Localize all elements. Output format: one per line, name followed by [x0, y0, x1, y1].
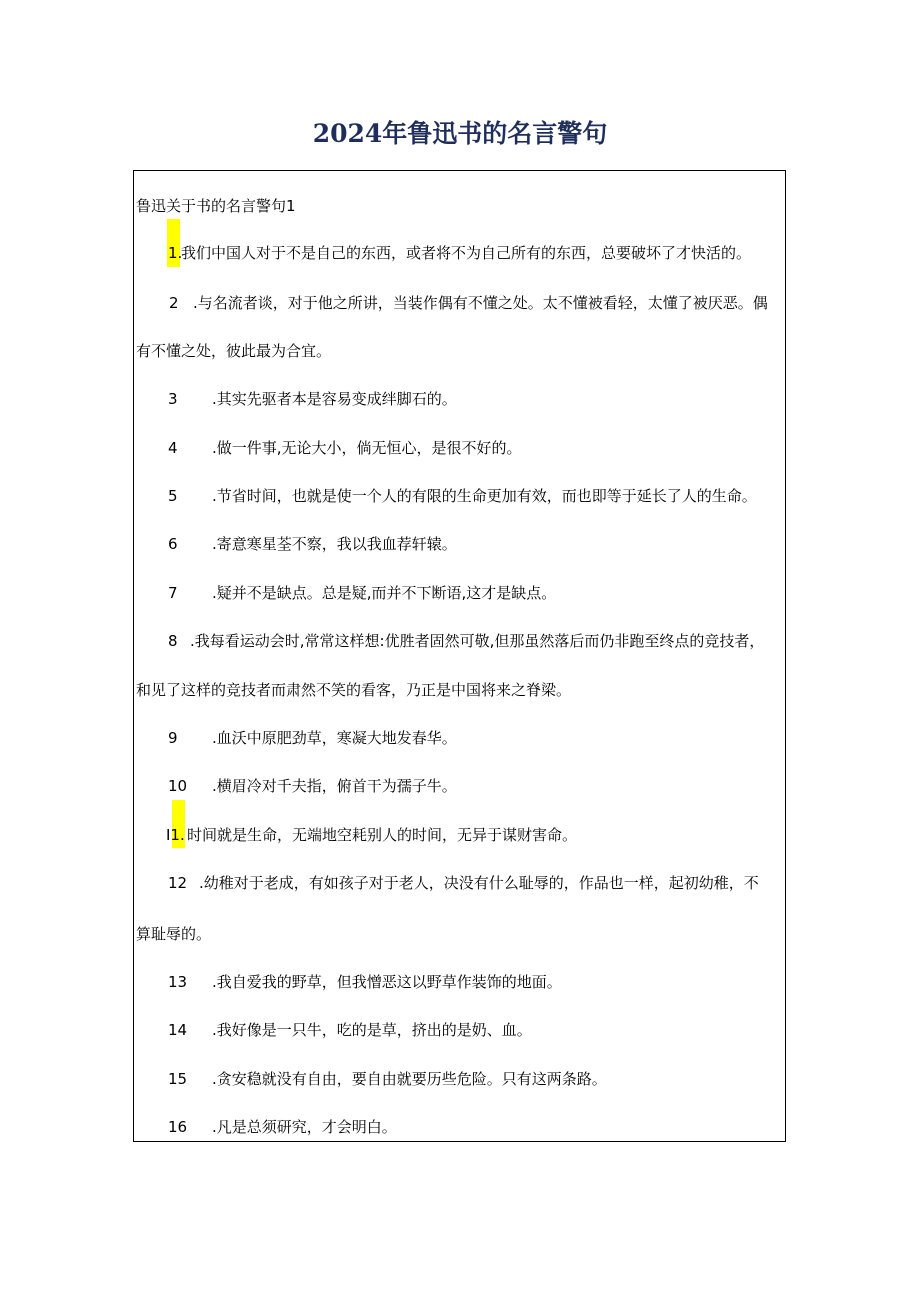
list-item-number: 5 — [168, 487, 178, 505]
list-item-number: 12 — [168, 874, 188, 892]
list-item-number: 3 — [168, 390, 178, 408]
list-item-text: .与名流者谈，对于他之所讲，当装作偶有不懂之处。太不懂被看轻，太懂了被厌恶。偶 — [193, 294, 768, 312]
list-item-number: 15 — [168, 1070, 188, 1088]
list-item-number: 16 — [168, 1118, 188, 1136]
list-item-text: .我自爱我的野草，但我憎恶这以野草作装饰的地面。 — [212, 973, 562, 991]
list-item-number: 14 — [168, 1021, 188, 1039]
list-item-text: .幼稚对于老成，有如孩子对于老人，决没有什么耻辱的，作品也一样，起初幼稚，不 — [199, 874, 759, 892]
content-frame — [133, 170, 786, 1142]
list-item-text: .贪安稳就没有自由，要自由就要历些危险。只有这两条路。 — [212, 1070, 607, 1088]
list-item-text: .其实先驱者本是容易变成绊脚石的。 — [212, 390, 457, 408]
page-title: 2024年鲁迅书的名言警句 — [312, 119, 608, 148]
list-item-number: 2 — [169, 294, 179, 312]
list-item-text-continued: 有不懂之处，彼此最为合宜。 — [136, 342, 332, 360]
list-item-number: 4 — [168, 439, 178, 457]
list-item-text: .疑并不是缺点。总是疑,而并不下断语,这才是缺点。 — [212, 584, 557, 602]
list-item-text: .凡是总须研究，才会明白。 — [212, 1118, 397, 1136]
list-item-text: .我好像是一只牛，吃的是草，挤出的是奶、血。 — [212, 1021, 532, 1039]
list-item-text-continued: 和见了这样的竞技者而肃然不笑的看客，乃正是中国将来之脊梁。 — [136, 681, 572, 699]
list-item-number: 8 — [168, 632, 178, 650]
list-item-text: .做一件事,无论大小，倘无恒心，是很不好的。 — [212, 439, 522, 457]
list-item-number: 10 — [168, 777, 188, 795]
list-item-number: 7 — [168, 584, 178, 602]
list-item-text: .血沃中原肥劲草，寒凝大地发春华。 — [212, 729, 457, 747]
list-item-text: .节省时间，也就是使一个人的有限的生命更加有效，而也即等于延长了人的生命。 — [212, 487, 757, 505]
list-item-number: 9 — [168, 729, 178, 747]
section-heading: 鲁迅关于书的名言警句1 — [136, 197, 296, 215]
list-item-number: 6 — [168, 535, 178, 553]
list-item-number: I1. — [166, 826, 185, 844]
list-item-text: .寄意寒星荃不察，我以我血荐轩辕。 — [212, 535, 457, 553]
list-item-text: 时间就是生命，无端地空耗别人的时间，无异于谋财害命。 — [187, 826, 578, 844]
list-item-text: 我们中国人对于不是自己的东西，或者将不为自己所有的东西，总要破坏了才快活的。 — [181, 244, 752, 262]
list-item-text: .我每看运动会时,常常这样想:优胜者固然可敬,但那虽然落后而仍非跑至终点的竞技者， — [190, 632, 765, 650]
list-item-number: 1. — [168, 244, 183, 262]
list-item-text: .横眉冷对千夫指，俯首干为孺子牛。 — [212, 777, 457, 795]
list-item-text-continued: 算耻辱的。 — [136, 925, 212, 943]
list-item-number: 13 — [168, 973, 188, 991]
